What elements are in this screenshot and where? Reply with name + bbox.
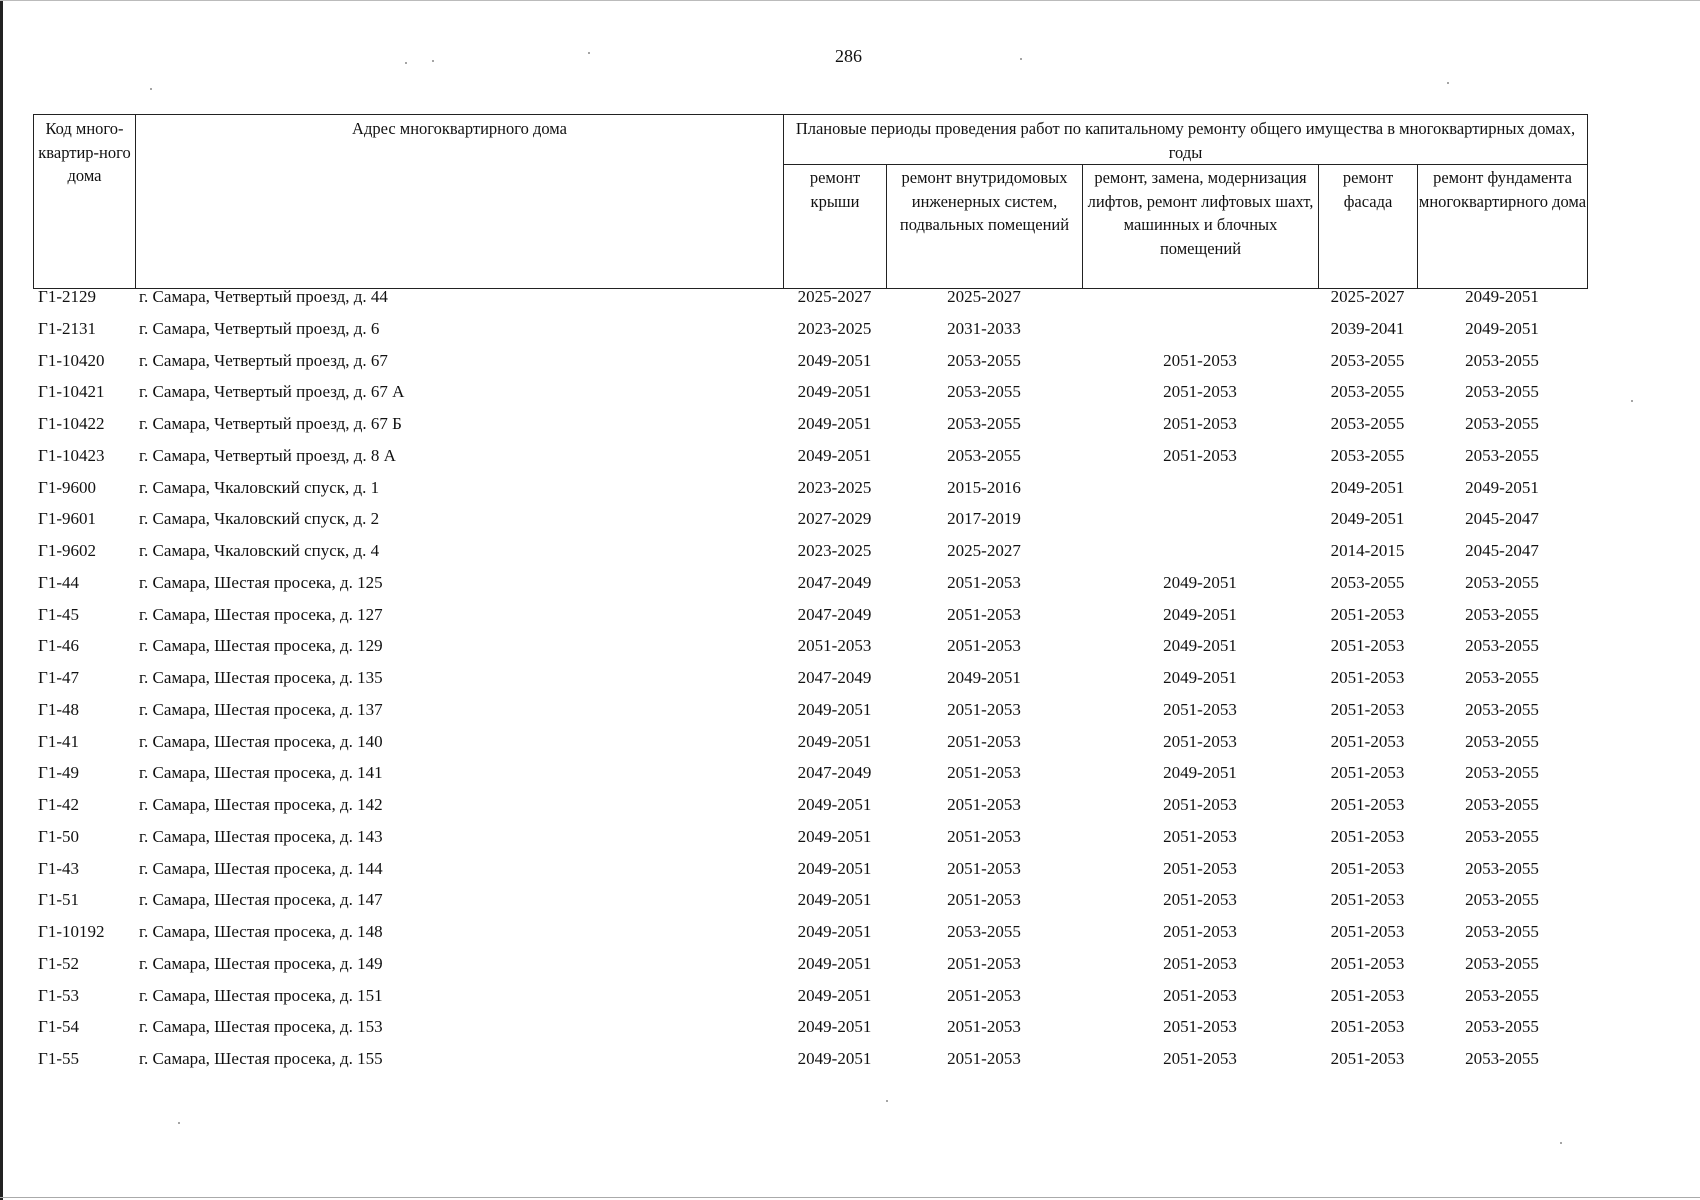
cell-code: Г1-10420 [38, 350, 105, 370]
table-row [33, 668, 1587, 700]
table-row [33, 382, 1587, 414]
cell-roof: 2047-2049 [797, 668, 872, 687]
cell-code: Г1-9600 [38, 477, 96, 497]
cell-elevators: 2051-2053 [1163, 985, 1237, 1005]
cell-systems: 2051-2053 [947, 826, 1021, 846]
scan-edge-left [0, 0, 3, 1200]
cell-elevators: 2049-2051 [1163, 604, 1237, 624]
scan-speck [1447, 82, 1449, 84]
cell-systems: 2051-2053 [947, 731, 1021, 751]
cell-code: Г1-10422 [38, 414, 105, 433]
cell-roof: 2023-2025 [797, 477, 872, 497]
cell-roof: 2025-2027 [797, 287, 872, 306]
cell-facade: 2053-2055 [1330, 350, 1405, 370]
cell-facade: 2053-2055 [1330, 382, 1405, 402]
cell-address: г. Самара, Шестая просека, д. 144 [139, 858, 383, 878]
cell-systems: 2017-2019 [947, 509, 1021, 529]
cell-code: Г1-10421 [38, 382, 105, 402]
page-number: 286 [835, 46, 862, 66]
table-row [33, 859, 1587, 891]
scan-speck [1020, 58, 1022, 60]
table-row [33, 605, 1587, 637]
cell-address: г. Самара, Шестая просека, д. 127 [139, 604, 383, 624]
cell-roof: 2051-2053 [797, 636, 872, 656]
header-systems: ремонт внутридомовых инженерных систем, подвальных помещений [887, 165, 1083, 289]
cell-facade: 2051-2053 [1330, 1049, 1405, 1068]
cell-code: Г1-53 [38, 985, 79, 1005]
cell-facade: 2025-2027 [1330, 287, 1405, 306]
cell-code: Г1-45 [38, 604, 79, 624]
cell-address: г. Самара, Четвертый проезд, д. 44 [139, 287, 388, 306]
cell-elevators: 2049-2051 [1163, 668, 1237, 687]
table-row [33, 1017, 1587, 1049]
cell-systems: 2051-2053 [947, 604, 1021, 624]
table-row [33, 319, 1587, 351]
table-row [33, 986, 1587, 1018]
cell-roof: 2049-2051 [797, 826, 872, 846]
cell-address: г. Самара, Шестая просека, д. 125 [139, 572, 383, 592]
header-foundation: ремонт фундамента многоквартирного дома [1418, 165, 1588, 289]
cell-address: г. Самара, Шестая просека, д. 153 [139, 1017, 383, 1037]
scan-speck [150, 88, 152, 90]
table-row [33, 1049, 1587, 1081]
cell-code: Г1-10192 [38, 922, 105, 941]
cell-address: г. Самара, Чкаловский спуск, д. 1 [139, 477, 380, 497]
cell-address: г. Самара, Чкаловский спуск, д. 2 [139, 509, 380, 529]
cell-foundation: 2045-2047 [1465, 541, 1539, 560]
cell-systems: 2051-2053 [947, 572, 1021, 592]
cell-foundation: 2053-2055 [1465, 350, 1539, 370]
cell-code: Г1-46 [38, 636, 79, 656]
cell-facade: 2053-2055 [1330, 445, 1405, 465]
cell-foundation: 2053-2055 [1465, 985, 1539, 1005]
cell-systems: 2051-2053 [947, 795, 1021, 814]
cell-facade: 2049-2051 [1330, 477, 1405, 497]
header-address: Адрес многоквартирного дома [136, 115, 784, 289]
table-row [33, 763, 1587, 795]
table-row [33, 541, 1587, 573]
cell-elevators [1082, 509, 1318, 541]
cell-roof: 2049-2051 [797, 858, 872, 878]
cell-systems: 2051-2053 [947, 699, 1021, 719]
cell-address: г. Самара, Шестая просека, д. 147 [139, 890, 383, 910]
cell-systems: 2053-2055 [947, 382, 1021, 402]
cell-address: г. Самара, Шестая просека, д. 129 [139, 636, 383, 656]
cell-address: г. Самара, Четвертый проезд, д. 67 [139, 350, 388, 370]
cell-roof: 2049-2051 [797, 731, 872, 751]
cell-systems: 2051-2053 [947, 636, 1021, 656]
cell-address: г. Самара, Четвертый проезд, д. 67 Б [139, 414, 402, 433]
cell-facade: 2053-2055 [1330, 572, 1405, 592]
cell-roof: 2049-2051 [797, 1049, 872, 1068]
cell-elevators: 2049-2051 [1163, 636, 1237, 656]
table-row [33, 890, 1587, 922]
cell-elevators: 2051-2053 [1163, 826, 1237, 846]
cell-roof: 2049-2051 [797, 699, 872, 719]
table-row [33, 478, 1587, 510]
table-row [33, 446, 1587, 478]
cell-code: Г1-50 [38, 826, 79, 846]
cell-foundation: 2053-2055 [1465, 922, 1539, 941]
scan-edge-top [0, 0, 1700, 1]
cell-code: Г1-51 [38, 890, 79, 910]
table-row [33, 509, 1587, 541]
cell-systems: 2051-2053 [947, 890, 1021, 910]
cell-elevators [1082, 287, 1318, 319]
cell-address: г. Самара, Шестая просека, д. 137 [139, 699, 383, 719]
cell-facade: 2051-2053 [1330, 858, 1405, 878]
cell-elevators: 2051-2053 [1163, 382, 1237, 402]
cell-code: Г1-42 [38, 795, 79, 814]
cell-facade: 2039-2041 [1330, 318, 1405, 338]
cell-roof: 2047-2049 [797, 572, 872, 592]
scan-speck [1631, 400, 1633, 402]
cell-address: г. Самара, Шестая просека, д. 141 [139, 763, 383, 783]
cell-facade: 2051-2053 [1330, 699, 1405, 719]
cell-roof: 2049-2051 [797, 922, 872, 941]
cell-elevators [1082, 541, 1318, 573]
cell-facade: 2051-2053 [1330, 985, 1405, 1005]
cell-systems: 2051-2053 [947, 858, 1021, 878]
header-periods-group: Плановые периоды проведения работ по капитальному ремонту общего имущества в многоквартирных домах, годы [784, 115, 1588, 165]
cell-facade: 2051-2053 [1330, 795, 1405, 814]
cell-facade: 2051-2053 [1330, 826, 1405, 846]
cell-elevators [1082, 478, 1318, 510]
table-row [33, 795, 1587, 827]
cell-systems: 2051-2053 [947, 985, 1021, 1005]
cell-foundation: 2053-2055 [1465, 953, 1539, 973]
cell-code: Г1-49 [38, 763, 79, 783]
cell-code: Г1-48 [38, 699, 79, 719]
cell-roof: 2049-2051 [797, 414, 872, 433]
cell-facade: 2051-2053 [1330, 763, 1405, 783]
table-row [33, 954, 1587, 986]
cell-address: г. Самара, Шестая просека, д. 143 [139, 826, 383, 846]
scan-speck [405, 62, 407, 64]
cell-elevators: 2051-2053 [1163, 953, 1237, 973]
cell-facade: 2051-2053 [1330, 636, 1405, 656]
cell-systems: 2049-2051 [947, 668, 1021, 687]
table-row [33, 636, 1587, 668]
cell-code: Г1-54 [38, 1017, 79, 1037]
cell-code: Г1-47 [38, 668, 79, 687]
table-row [33, 351, 1587, 383]
header-elevators: ремонт, замена, модернизация лифтов, ремонт лифтовых шахт, машинных и блочных помещений [1083, 165, 1319, 289]
cell-address: г. Самара, Четвертый проезд, д. 8 А [139, 445, 396, 465]
cell-facade: 2051-2053 [1330, 953, 1405, 973]
cell-facade: 2014-2015 [1330, 541, 1405, 560]
scan-speck [588, 52, 590, 54]
cell-roof: 2023-2025 [797, 541, 872, 560]
cell-facade: 2053-2055 [1330, 414, 1405, 433]
cell-roof: 2049-2051 [797, 1017, 872, 1037]
cell-elevators: 2051-2053 [1163, 445, 1237, 465]
scan-edge-bottom [0, 1197, 1700, 1198]
cell-address: г. Самара, Шестая просека, д. 149 [139, 953, 383, 973]
cell-facade: 2051-2053 [1330, 668, 1405, 687]
cell-foundation: 2053-2055 [1465, 382, 1539, 402]
header-facade: ремонт фасада [1319, 165, 1418, 289]
cell-systems: 2025-2027 [947, 287, 1021, 306]
scan-speck [886, 1100, 888, 1102]
cell-systems: 2015-2016 [947, 477, 1021, 497]
cell-code: Г1-43 [38, 858, 79, 878]
table-header [33, 114, 1588, 289]
cell-systems: 2053-2055 [947, 414, 1021, 433]
cell-address: г. Самара, Чкаловский спуск, д. 4 [139, 541, 380, 560]
cell-roof: 2049-2051 [797, 985, 872, 1005]
cell-code: Г1-10423 [38, 445, 105, 465]
cell-foundation: 2053-2055 [1465, 1049, 1539, 1068]
cell-systems: 2051-2053 [947, 1049, 1021, 1068]
cell-elevators [1082, 319, 1318, 351]
table-row [33, 414, 1587, 446]
cell-facade: 2051-2053 [1330, 890, 1405, 910]
cell-foundation: 2053-2055 [1465, 1017, 1539, 1037]
cell-address: г. Самара, Шестая просека, д. 142 [139, 795, 383, 814]
scan-speck [1560, 1142, 1562, 1144]
cell-foundation: 2049-2051 [1465, 477, 1539, 497]
cell-code: Г1-9602 [38, 541, 96, 560]
cell-systems: 2053-2055 [947, 922, 1021, 941]
cell-address: г. Самара, Четвертый проезд, д. 6 [139, 318, 380, 338]
cell-foundation: 2053-2055 [1465, 668, 1539, 687]
cell-address: г. Самара, Шестая просека, д. 148 [139, 922, 383, 941]
table-row [33, 700, 1587, 732]
table-row [33, 287, 1587, 319]
cell-code: Г1-52 [38, 953, 79, 973]
cell-code: Г1-44 [38, 572, 79, 592]
cell-code: Г1-9601 [38, 509, 96, 529]
cell-elevators: 2051-2053 [1163, 795, 1237, 814]
cell-elevators: 2051-2053 [1163, 890, 1237, 910]
cell-code: Г1-2129 [38, 287, 96, 306]
cell-address: г. Самара, Четвертый проезд, д. 67 А [139, 382, 405, 402]
cell-foundation: 2053-2055 [1465, 445, 1539, 465]
cell-elevators: 2051-2053 [1163, 731, 1237, 751]
cell-foundation: 2053-2055 [1465, 795, 1539, 814]
cell-systems: 2051-2053 [947, 1017, 1021, 1037]
scan-speck [178, 1122, 180, 1124]
cell-elevators: 2049-2051 [1163, 763, 1237, 783]
cell-foundation: 2053-2055 [1465, 636, 1539, 656]
cell-systems: 2051-2053 [947, 763, 1021, 783]
cell-systems: 2031-2033 [947, 318, 1021, 338]
cell-elevators: 2051-2053 [1163, 414, 1237, 433]
header-roof: ремонт крыши [784, 165, 887, 289]
cell-roof: 2049-2051 [797, 350, 872, 370]
cell-facade: 2051-2053 [1330, 1017, 1405, 1037]
cell-elevators: 2051-2053 [1163, 699, 1237, 719]
cell-foundation: 2053-2055 [1465, 604, 1539, 624]
cell-foundation: 2053-2055 [1465, 763, 1539, 783]
cell-foundation: 2053-2055 [1465, 826, 1539, 846]
cell-foundation: 2053-2055 [1465, 890, 1539, 910]
table-row [33, 573, 1587, 605]
cell-facade: 2051-2053 [1330, 731, 1405, 751]
cell-elevators: 2051-2053 [1163, 1017, 1237, 1037]
header-code: Код много-квартир-ного дома [34, 115, 136, 289]
cell-facade: 2051-2053 [1330, 922, 1405, 941]
cell-foundation: 2053-2055 [1465, 572, 1539, 592]
cell-roof: 2023-2025 [797, 318, 872, 338]
cell-roof: 2049-2051 [797, 382, 872, 402]
cell-foundation: 2049-2051 [1465, 318, 1539, 338]
cell-elevators: 2051-2053 [1163, 922, 1237, 941]
cell-roof: 2049-2051 [797, 890, 872, 910]
cell-foundation: 2053-2055 [1465, 731, 1539, 751]
data-table [33, 287, 1587, 1081]
cell-address: г. Самара, Шестая просека, д. 155 [139, 1049, 383, 1068]
cell-systems: 2051-2053 [947, 953, 1021, 973]
cell-systems: 2053-2055 [947, 445, 1021, 465]
cell-systems: 2025-2027 [947, 541, 1021, 560]
cell-address: г. Самара, Шестая просека, д. 135 [139, 668, 383, 687]
cell-roof: 2047-2049 [797, 763, 872, 783]
cell-roof: 2047-2049 [797, 604, 872, 624]
cell-roof: 2049-2051 [797, 795, 872, 814]
cell-foundation: 2053-2055 [1465, 414, 1539, 433]
cell-foundation: 2053-2055 [1465, 858, 1539, 878]
cell-foundation: 2053-2055 [1465, 699, 1539, 719]
cell-elevators: 2049-2051 [1163, 572, 1237, 592]
cell-roof: 2049-2051 [797, 445, 872, 465]
cell-elevators: 2051-2053 [1163, 858, 1237, 878]
scan-speck [432, 60, 434, 62]
cell-facade: 2051-2053 [1330, 604, 1405, 624]
cell-roof: 2027-2029 [797, 509, 872, 529]
cell-code: Г1-2131 [38, 318, 96, 338]
table-row [33, 827, 1587, 859]
table-row [33, 922, 1587, 954]
cell-address: г. Самара, Шестая просека, д. 151 [139, 985, 383, 1005]
cell-systems: 2053-2055 [947, 350, 1021, 370]
cell-facade: 2049-2051 [1330, 509, 1405, 529]
cell-foundation: 2049-2051 [1465, 287, 1539, 306]
cell-code: Г1-55 [38, 1049, 79, 1068]
cell-code: Г1-41 [38, 731, 79, 751]
table-row [33, 732, 1587, 764]
cell-roof: 2049-2051 [797, 953, 872, 973]
cell-foundation: 2045-2047 [1465, 509, 1539, 529]
cell-address: г. Самара, Шестая просека, д. 140 [139, 731, 383, 751]
cell-elevators: 2051-2053 [1163, 350, 1237, 370]
cell-elevators: 2051-2053 [1163, 1049, 1237, 1068]
